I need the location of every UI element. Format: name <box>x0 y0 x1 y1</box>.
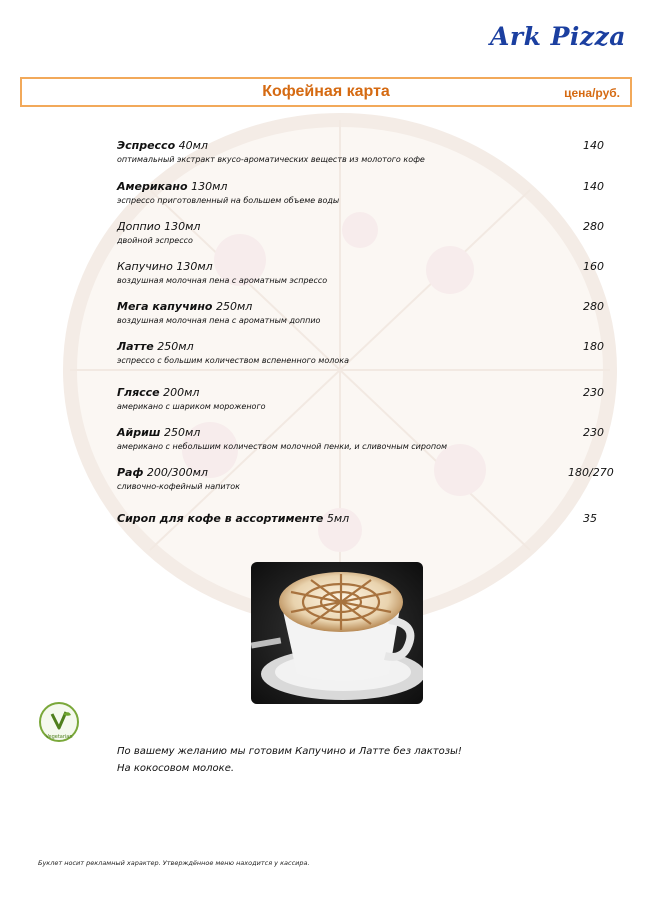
menu-item-description: эспрессо приготовленный на большем объеме воды <box>117 196 340 205</box>
menu-item-price: 180/270 <box>568 466 614 479</box>
menu-item-name: Американо 130мл <box>117 180 228 193</box>
menu-item-name: Сироп для кофе в ассортименте 5мл <box>117 512 350 525</box>
menu-item <box>117 260 622 287</box>
menu-item <box>117 466 622 493</box>
footer-disclaimer: Буклет носит рекламный характер. Утверждённое меню находится у кассира. <box>38 859 310 867</box>
menu-item-description: двойной эспрессо <box>117 236 193 245</box>
note-line-1: По вашему желанию мы готовим Капучино и Латте без лактозы! <box>117 746 462 757</box>
menu-item-price: 230 <box>583 426 604 439</box>
cappuccino-photo <box>251 562 423 704</box>
menu-item-price: 140 <box>583 180 604 193</box>
menu-item-description: воздушная молочная пена с ароматным эспрессо <box>117 276 328 285</box>
menu-item-description: эспрессо с большим количеством вспененного молока <box>117 356 349 365</box>
menu-item-price: 140 <box>583 139 604 152</box>
menu-item <box>117 340 622 367</box>
menu-item-name: Доппио 130мл <box>117 220 201 233</box>
menu-item-price: 280 <box>583 220 604 233</box>
menu-item-name: Латте 250мл <box>117 340 194 353</box>
page-title: Кофейная карта <box>262 83 390 100</box>
menu-item <box>117 300 622 327</box>
menu-item-price: 160 <box>583 260 604 273</box>
menu-item-name: Айриш 250мл <box>117 426 201 439</box>
menu-item-description: американо с шариком мороженого <box>117 402 266 411</box>
menu-item-description: американо с небольшим количеством молочной пенки, и сливочным сиропом <box>117 442 447 451</box>
menu-item <box>117 512 622 526</box>
brand-logo: Ark Pizza <box>490 22 626 51</box>
menu-item <box>117 386 622 413</box>
vegetarian-badge-icon <box>38 701 80 743</box>
lactose-free-note <box>117 743 462 777</box>
menu-item-description: воздушная молочная пена с ароматным доппио <box>117 316 321 325</box>
note-line-2: На кокосовом молоке. <box>117 763 235 774</box>
menu-item-name: Капучино 130мл <box>117 260 213 273</box>
price-column-label: цена/руб. <box>564 86 620 100</box>
vegetarian-label: Vegetarian <box>45 734 73 740</box>
menu-item-price: 180 <box>583 340 604 353</box>
menu-item <box>117 180 622 207</box>
menu-item-name: Мега капучино 250мл <box>117 300 253 313</box>
menu-item-description: оптимальный экстракт вкусо-ароматических веществ из молотого кофе <box>117 155 425 164</box>
menu-item-price: 280 <box>583 300 604 313</box>
menu-item <box>117 220 622 247</box>
menu-item <box>117 139 622 166</box>
menu-item-name: Эспрессо 40мл <box>117 139 208 152</box>
menu-item-price: 230 <box>583 386 604 399</box>
menu-item-name: Раф 200/300мл <box>117 466 208 479</box>
menu-header-bar <box>20 77 632 107</box>
menu-item-description: сливочно-кофейный напиток <box>117 482 240 491</box>
menu-item-price: 35 <box>583 512 597 525</box>
menu-item-name: Гляссе 200мл <box>117 386 200 399</box>
menu-item <box>117 426 622 453</box>
